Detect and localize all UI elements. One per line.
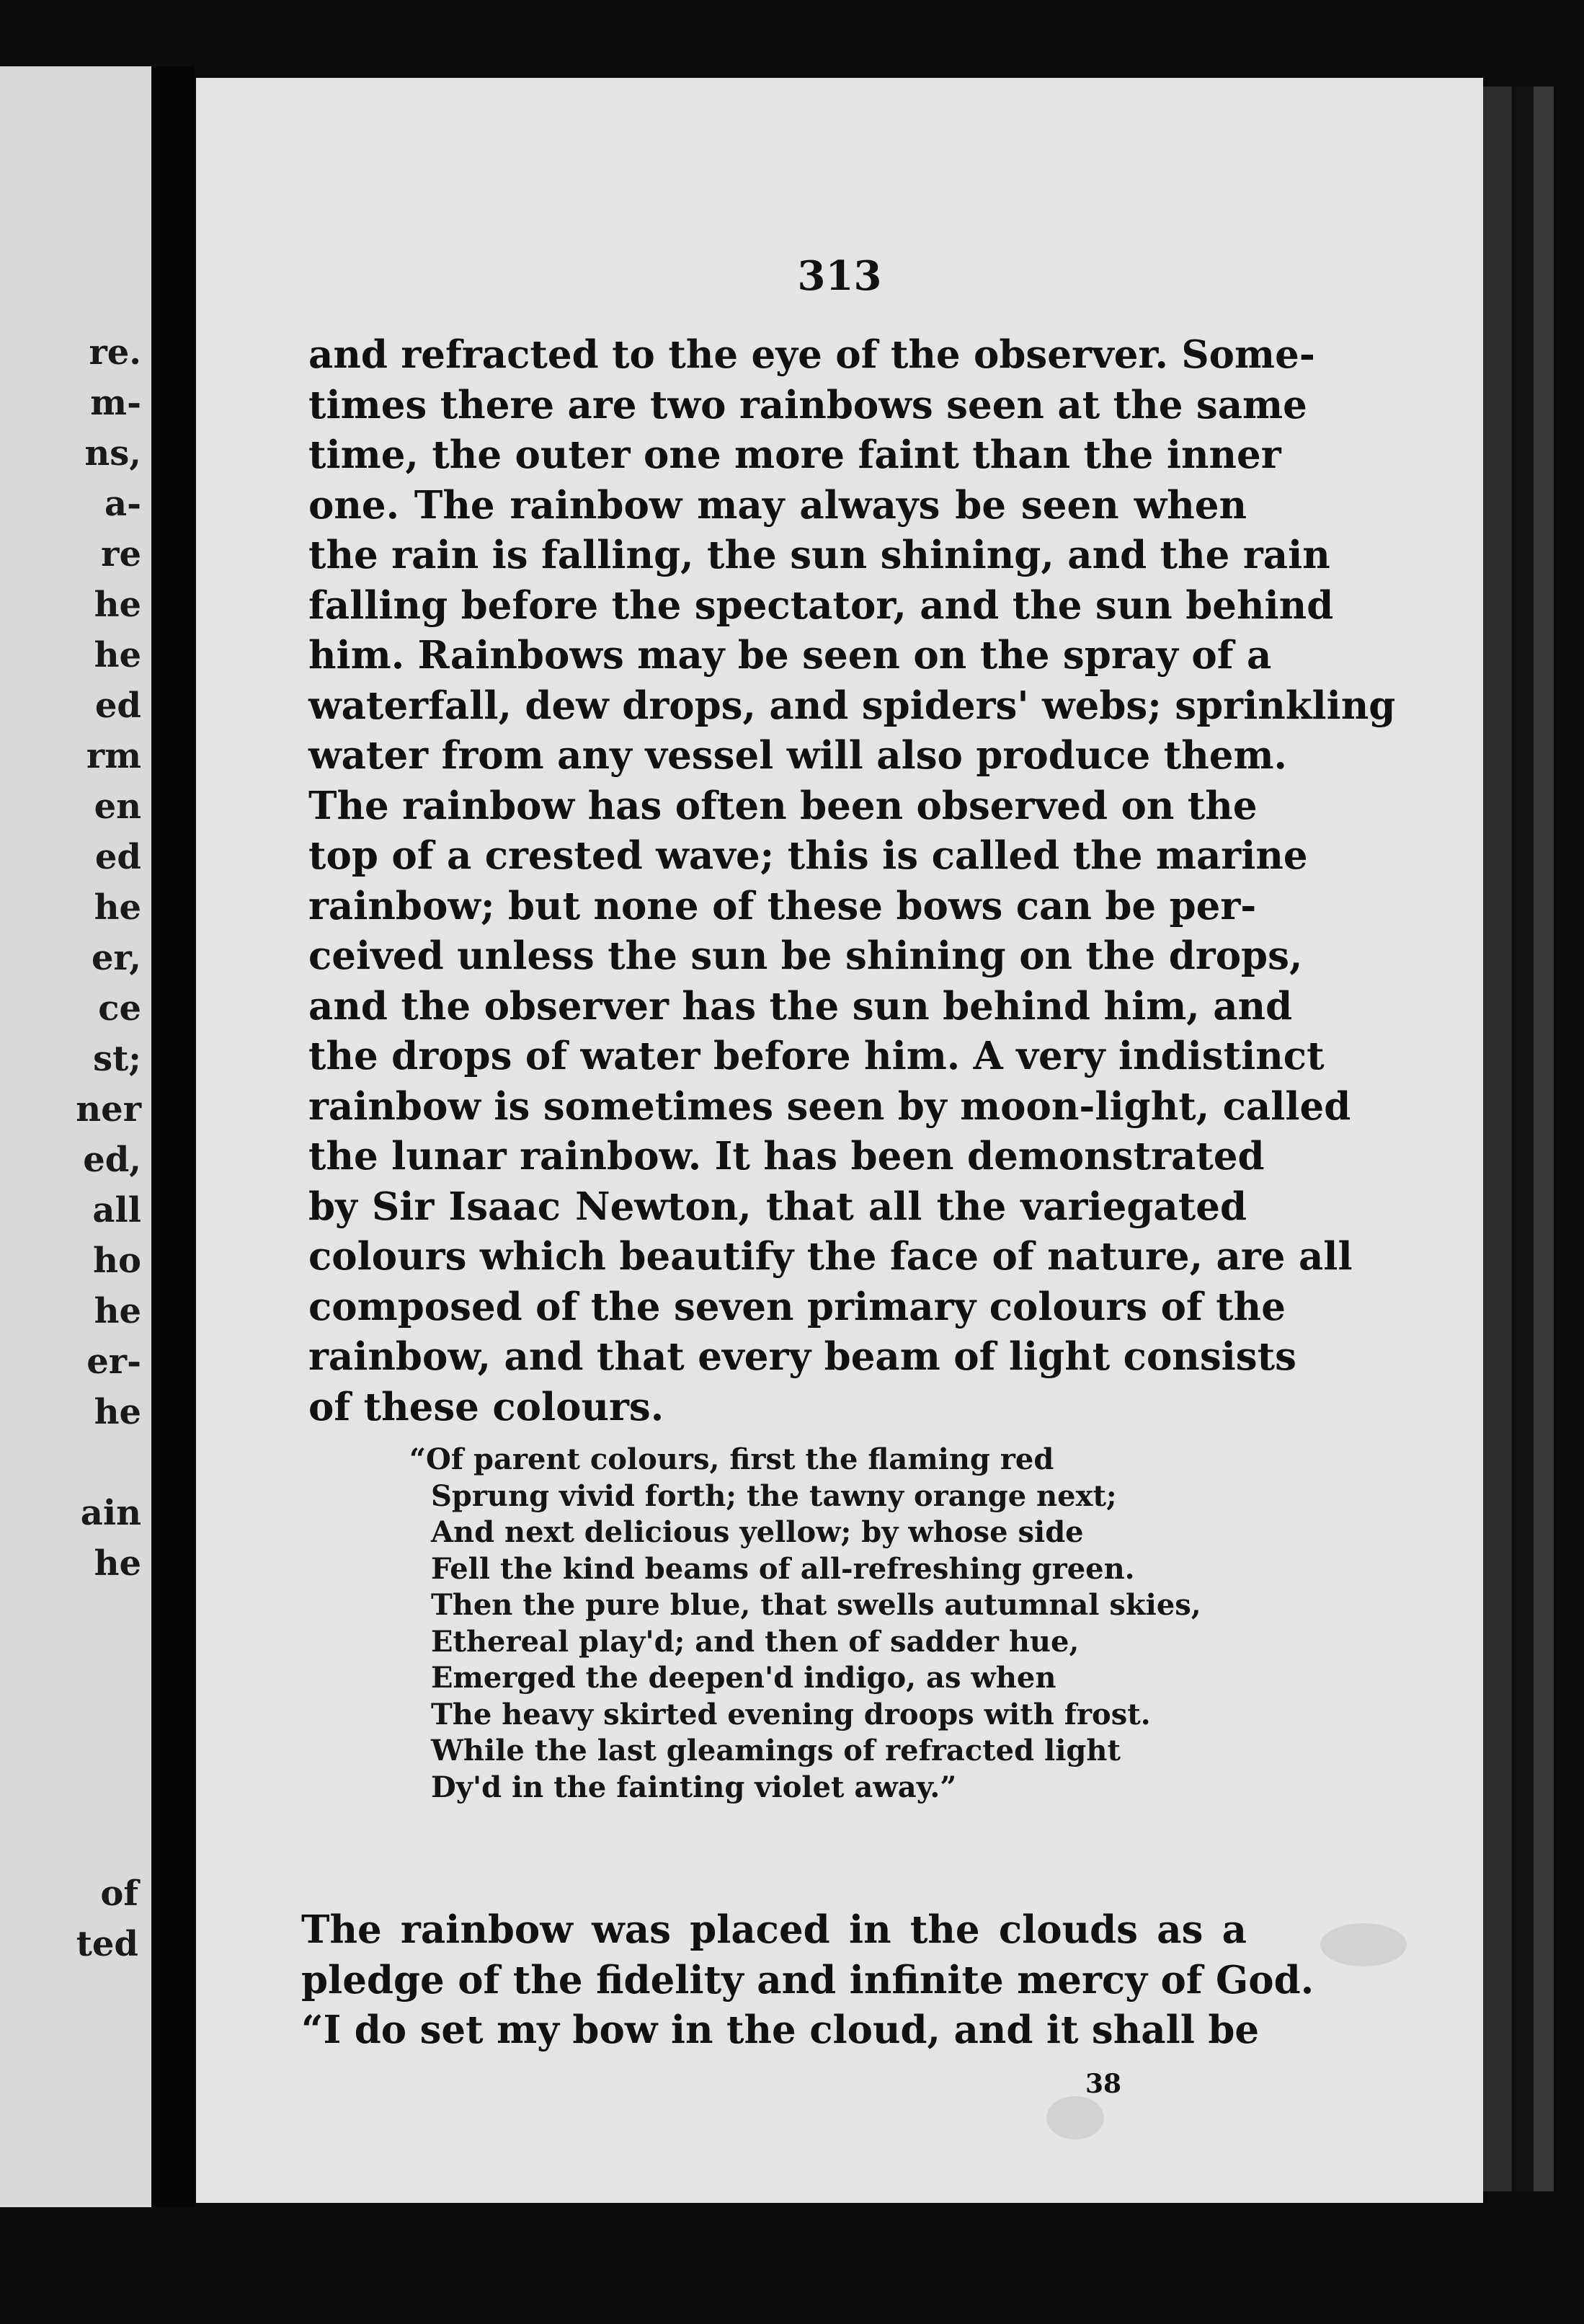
text-line: and refracted to the eye of the observer. Some-: [308, 332, 1315, 377]
text-line: top of a crested wave; this is called the marine: [308, 833, 1308, 878]
page-stack-edge: [1512, 87, 1534, 2191]
text-line: the drops of water before him. A very indistinct: [308, 1034, 1325, 1078]
facing-page-fragment: ain: [80, 1493, 141, 1533]
poem-line: Dy'd in the fainting violet away.”: [431, 1770, 957, 1804]
facing-page-fragment: ns,: [84, 433, 141, 474]
facing-page-fragment: all: [92, 1190, 141, 1230]
book-gutter: [151, 66, 195, 2207]
facing-page-text-top: [76, 327, 141, 1589]
text-line: by Sir Isaac Newton, that all the variegated: [308, 1184, 1247, 1229]
facing-page-fragment: he: [94, 1543, 141, 1584]
poem-line: While the last gleamings of refracted light: [431, 1734, 1121, 1768]
text-line: The rainbow was placed in the clouds as a: [301, 1907, 1247, 1952]
page-stain: [1320, 1923, 1407, 1966]
signature-mark: 38: [1085, 2069, 1122, 2099]
book-page: [196, 78, 1483, 2203]
facing-page-fragment: he: [94, 1392, 141, 1432]
main-paragraph: [308, 330, 1396, 1432]
text-line: pledge of the fidelity and infinite mercy of God.: [301, 1957, 1314, 2003]
text-line: composed of the seven primary colours of the: [308, 1284, 1286, 1329]
facing-page-fragment: en: [94, 786, 141, 827]
facing-page-fragment: re.: [89, 332, 141, 373]
text-line: the lunar rainbow. It has been demonstrated: [308, 1134, 1265, 1179]
text-line: one. The rainbow may always be seen when: [308, 482, 1247, 528]
poem-line: Sprung vivid forth; the tawny orange next;: [431, 1478, 1117, 1513]
text-line: rainbow, and that every beam of light consists: [308, 1334, 1296, 1379]
text-line: ceived unless the sun be shining on the drops,: [308, 933, 1303, 978]
facing-page-fragment: of: [100, 1873, 138, 1914]
text-line: and the observer has the sun behind him, and: [308, 983, 1293, 1029]
page-stain: [1046, 2096, 1104, 2139]
poem-line: Ethereal play'd; and then of sadder hue,: [431, 1624, 1080, 1659]
text-line: the rain is falling, the sun shining, and the rain: [308, 533, 1330, 577]
text-line: of these colours.: [308, 1384, 664, 1429]
text-line: rainbow; but none of these bows can be per-: [308, 883, 1257, 928]
text-line: times there are two rainbows seen at the same: [308, 382, 1307, 427]
poem-line: Then the pure blue, that swells autumnal skies,: [431, 1588, 1201, 1622]
page-stack-edge: [1483, 87, 1512, 2191]
text-line: “I do set my bow in the cloud, and it shall be: [301, 2008, 1260, 2052]
text-line: time, the outer one more faint than the inner: [308, 433, 1281, 477]
poem-line: Emerged the deepen'd indigo, as when: [431, 1661, 1056, 1695]
facing-page-fragment: m-: [90, 383, 141, 423]
facing-page-fragment: er,: [91, 938, 141, 978]
poem-quotation: [409, 1442, 1201, 1806]
facing-page-fragment: ed: [94, 686, 141, 726]
facing-page-fragment: rm: [86, 736, 141, 776]
facing-page-fragment: a-: [104, 484, 141, 524]
text-line: The rainbow has often been observed on the: [308, 783, 1258, 828]
facing-page-text-bottom: [76, 1868, 138, 1969]
poem-line: Fell the kind beams of all-refreshing green.: [431, 1551, 1135, 1586]
facing-page-fragment: ho: [93, 1241, 141, 1281]
page-number: 313: [797, 252, 882, 300]
facing-page-fragment: er-: [86, 1341, 141, 1382]
facing-page-fragment: ed: [94, 837, 141, 877]
facing-page-fragment: he: [94, 635, 141, 675]
text-line: colours which beautify the face of nature, are all: [308, 1234, 1353, 1279]
closing-paragraph: [301, 1905, 1314, 2056]
facing-page-fragment: he: [94, 1291, 141, 1331]
facing-page-fragment: ted: [76, 1924, 138, 1964]
text-line: water from any vessel will also produce them.: [308, 733, 1287, 778]
facing-page-fragment: ce: [98, 988, 141, 1029]
poem-line: “Of parent colours, first the flaming red: [409, 1442, 1054, 1476]
poem-line: And next delicious yellow; by whose side: [431, 1515, 1084, 1549]
text-line: rainbow is sometimes seen by moon-light, called: [308, 1083, 1351, 1129]
text-line: him. Rainbows may be seen on the spray of a: [308, 633, 1272, 678]
facing-page-fragment: he: [94, 887, 141, 928]
poem-line: The heavy skirted evening droops with frost.: [431, 1697, 1151, 1731]
page-stack-edge: [1534, 87, 1554, 2191]
text-line: falling before the spectator, and the sun behind: [308, 582, 1334, 628]
facing-page-fragment: st;: [93, 1039, 141, 1079]
facing-page-edge: [0, 66, 151, 2207]
facing-page-fragment: re: [101, 534, 141, 575]
facing-page-fragment: he: [94, 585, 141, 625]
facing-page-fragment: ed,: [83, 1140, 141, 1180]
facing-page-fragment: [76, 1437, 141, 1488]
text-line: waterfall, dew drops, and spiders' webs; sprinkling: [308, 683, 1396, 728]
facing-page-fragment: ner: [76, 1089, 141, 1130]
